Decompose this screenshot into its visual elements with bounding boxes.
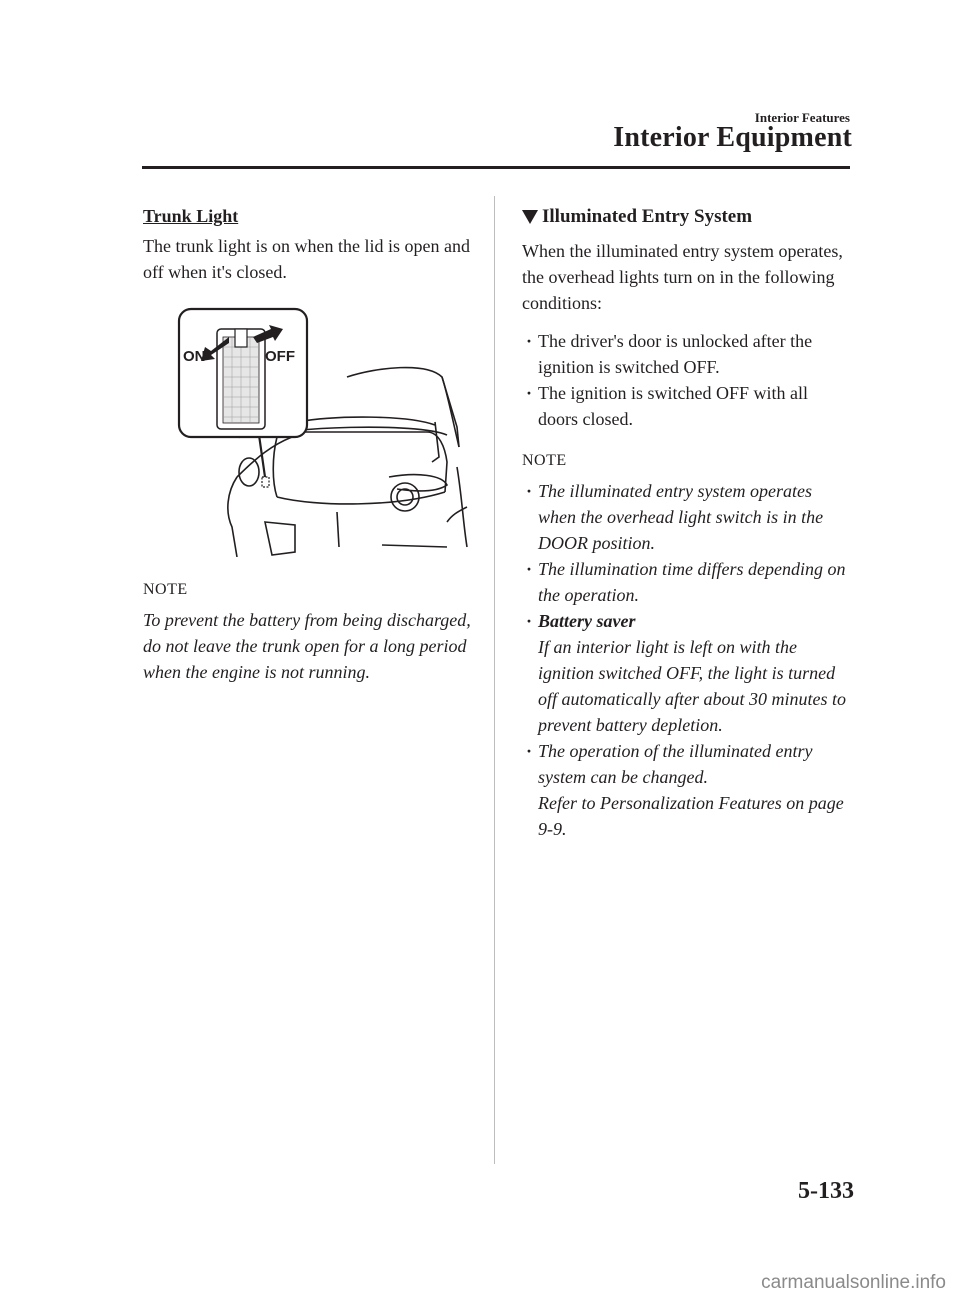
header-rule [142, 166, 850, 169]
list-item: · The illumination time differs depending on the operation. [522, 556, 852, 608]
right-column [522, 206, 852, 842]
list-item: · The illuminated entry system operates when the overhead light switch is in the DOOR position. [522, 478, 852, 556]
illuminated-entry-intro: When the illuminated entry system operates, the overhead lights turn on in the following conditions: [522, 241, 843, 313]
trunk-note-text: To prevent the battery from being discharged, do not leave the trunk open for a long period when the engine is not running. [143, 610, 471, 682]
list-item [522, 738, 852, 842]
list-item: · The ignition is switched OFF with all doors closed. [522, 380, 852, 432]
operation-change-text: · The operation of the illuminated entry system can be changed. [538, 741, 813, 787]
personalization-reference: Refer to Personalization Features on page 9-9. [538, 793, 844, 839]
page-title: Interior Equipment [613, 122, 852, 153]
illuminated-entry-heading [522, 206, 852, 228]
page-number: 5-133 [798, 1178, 854, 1204]
list-item: · The driver's door is unlocked after the ignition is switched OFF. [522, 328, 852, 380]
triangle-marker-icon [522, 210, 538, 224]
illuminated-entry-heading-text: Illuminated Entry System [542, 206, 753, 227]
trunk-light-figure [177, 307, 477, 557]
on-label: ON [183, 348, 206, 365]
left-column [143, 206, 473, 685]
list-item [522, 608, 852, 738]
trunk-light-heading: Trunk Light [143, 206, 239, 226]
battery-saver-title: · Battery saver [538, 611, 636, 631]
note-label: NOTE [522, 452, 567, 469]
trunk-illustration [177, 307, 477, 557]
conditions-list [522, 328, 852, 432]
header-section-label: Interior Features [754, 110, 850, 125]
note-list [522, 478, 852, 842]
battery-saver-body: If an interior light is left on with the ignition switched OFF, the light is turned off automatically after about 30 minutes to prevent battery depletion. [538, 637, 846, 735]
off-label: OFF [265, 348, 295, 365]
trunk-light-body: The trunk light is on when the lid is open and off when it's closed. [143, 236, 470, 282]
note-label: NOTE [143, 581, 188, 598]
watermark: carmanualsonline.info [761, 1272, 946, 1293]
column-divider [494, 196, 495, 1164]
